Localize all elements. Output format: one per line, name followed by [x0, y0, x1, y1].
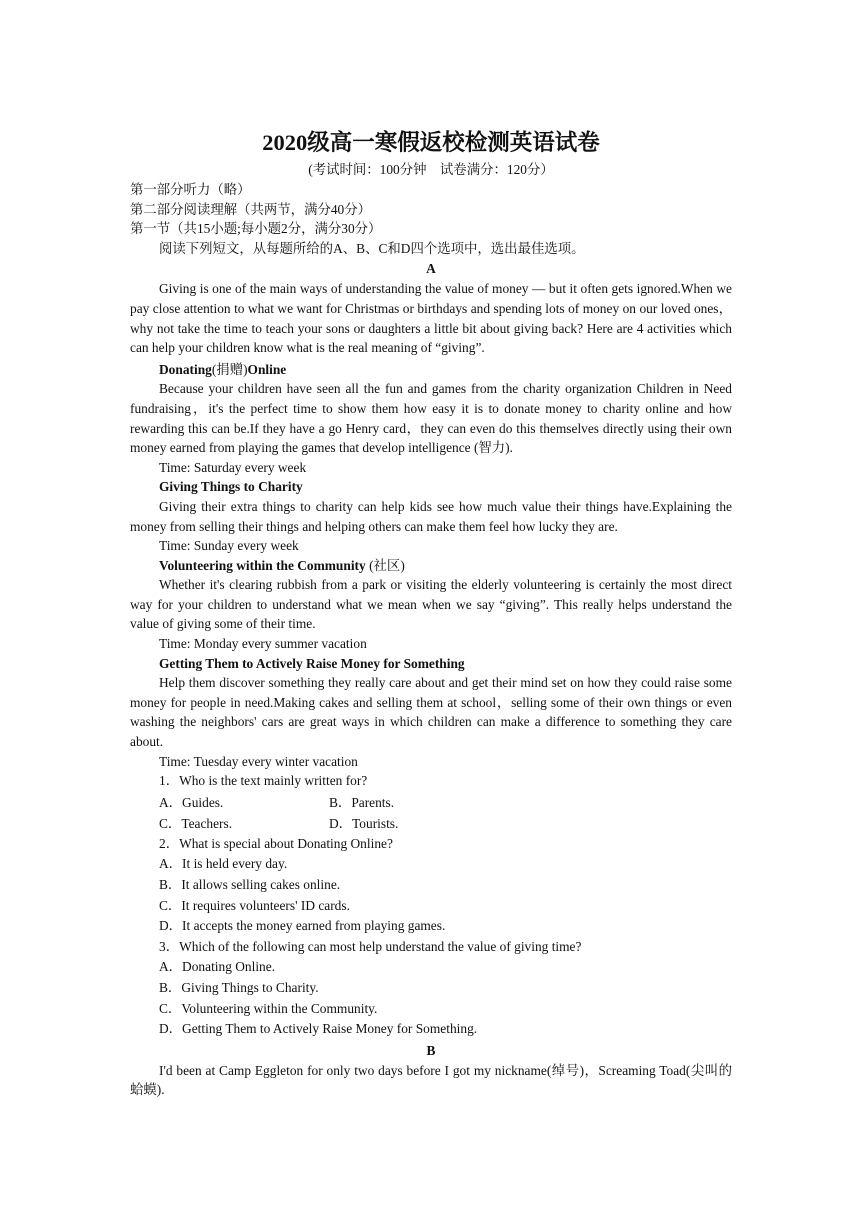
activity-note: (捐赠) [211, 361, 248, 377]
option-a: A．Donating Online. [159, 959, 276, 975]
option-b: B．It allows selling cakes online. [159, 877, 341, 892]
option-d: D．It accepts the money earned from playing games. [159, 918, 446, 934]
instruction-text: 阅读下列短文，从每题所给的A、B、C和D四个选项中，选出最佳选项。 [159, 240, 585, 256]
option-b: B．Parents. [329, 794, 395, 810]
activity-body: Because your children have seen all the fun and games from the charity organization Children in Need fundraising，it's the perfect time to show them how easy it is to donate money to charity online and how rewarding this can be.If they have a go Henry card，they can even do this themselves directly using their own money earned from playing the games that develop intelligence (智力). [130, 381, 732, 456]
section1-heading: 第一节（共15小题;每小题2分，满分30分） [130, 221, 382, 237]
activity-heading [130, 556, 732, 576]
activity-title: Giving Things to Charity [159, 479, 303, 495]
option-c: C．Volunteering within the Community. [159, 1000, 378, 1016]
passage-b-intro: I'd been at Camp Eggleton for only two days before I got my nickname(绰号)，Screaming Toad(尖叫的蛤蟆). [130, 1062, 732, 1098]
activity-title-tail: Online [247, 361, 287, 377]
passage-a-label: A [426, 261, 436, 277]
activity-time: Time: Monday every summer vacation [159, 636, 367, 652]
activity-time: Time: Saturday every week [159, 459, 307, 475]
activity-body: Giving their extra things to charity can help kids see how much value their things have.Explaining the money from selling their things and helping others can make them feel how lucky they are. [130, 498, 732, 534]
activity-time: Time: Tuesday every winter vacation [159, 753, 358, 769]
activity-time: Time: Sunday every week [159, 538, 299, 554]
activity-heading [130, 360, 732, 380]
activity-title: Volunteering within the Community [159, 557, 366, 573]
option-a: A．Guides. [159, 794, 224, 810]
option-d: D．Tourists. [329, 815, 399, 831]
option-row [130, 813, 732, 834]
passage-a-intro: Giving is one of the main ways of understanding the value of money — but it often gets ignored.When we pay close attention to what we want for Christmas or birthdays and spending lots of money on our loved ones，why not take the time to teach your sons or daughters a little bit about giving back? Here are 4 activities which can help your children know what is the real meaning of “giving”. [130, 281, 732, 356]
option-d: D．Getting Them to Actively Raise Money for Something. [159, 1021, 478, 1037]
activity-note: (社区) [369, 557, 405, 573]
part1-heading: 第一部分听力（略） [130, 182, 251, 197]
option-c: C．It requires volunteers' ID cards. [159, 897, 350, 913]
option-a: A．It is held every day. [159, 856, 288, 872]
activity-heading [130, 654, 732, 674]
question-stem: 3．Which of the following can most help understand the value of giving time? [159, 938, 582, 954]
passage-b-label: B [426, 1042, 436, 1058]
activity-title: Donating [159, 361, 212, 377]
part2-heading: 第二部分阅读理解（共两节，满分40分） [130, 201, 372, 217]
question-stem: 2．What is special about Donating Online? [159, 835, 393, 851]
question-stem: 1．Who is the text mainly written for? [159, 773, 368, 789]
activity-body: Whether it's clearing rubbish from a park or visiting the elderly volunteering is certainly the most direct way for your children to understand what we mean when we say “giving”. This really helps understand the value of giving some of their time. [130, 577, 732, 632]
page-title: 2020级高一寒假返校检测英语试卷 [262, 130, 600, 155]
option-b: B．Giving Things to Charity. [159, 979, 319, 995]
exam-content [130, 128, 732, 1100]
exam-info: (考试时间：100分钟 试卷满分：120分） [308, 162, 554, 177]
activity-heading [130, 477, 732, 497]
activity-title: Getting Them to Actively Raise Money for Something [159, 655, 465, 671]
option-c: C．Teachers. [159, 815, 233, 831]
activity-body: Help them discover something they really care about and get their mind set on how they could raise some money for people in need.Making cakes and selling them at school，selling some of their own things or even washing the neighbors' cars are great ways in which children can make a difference to something they care about. [130, 675, 732, 750]
option-row [130, 792, 732, 813]
